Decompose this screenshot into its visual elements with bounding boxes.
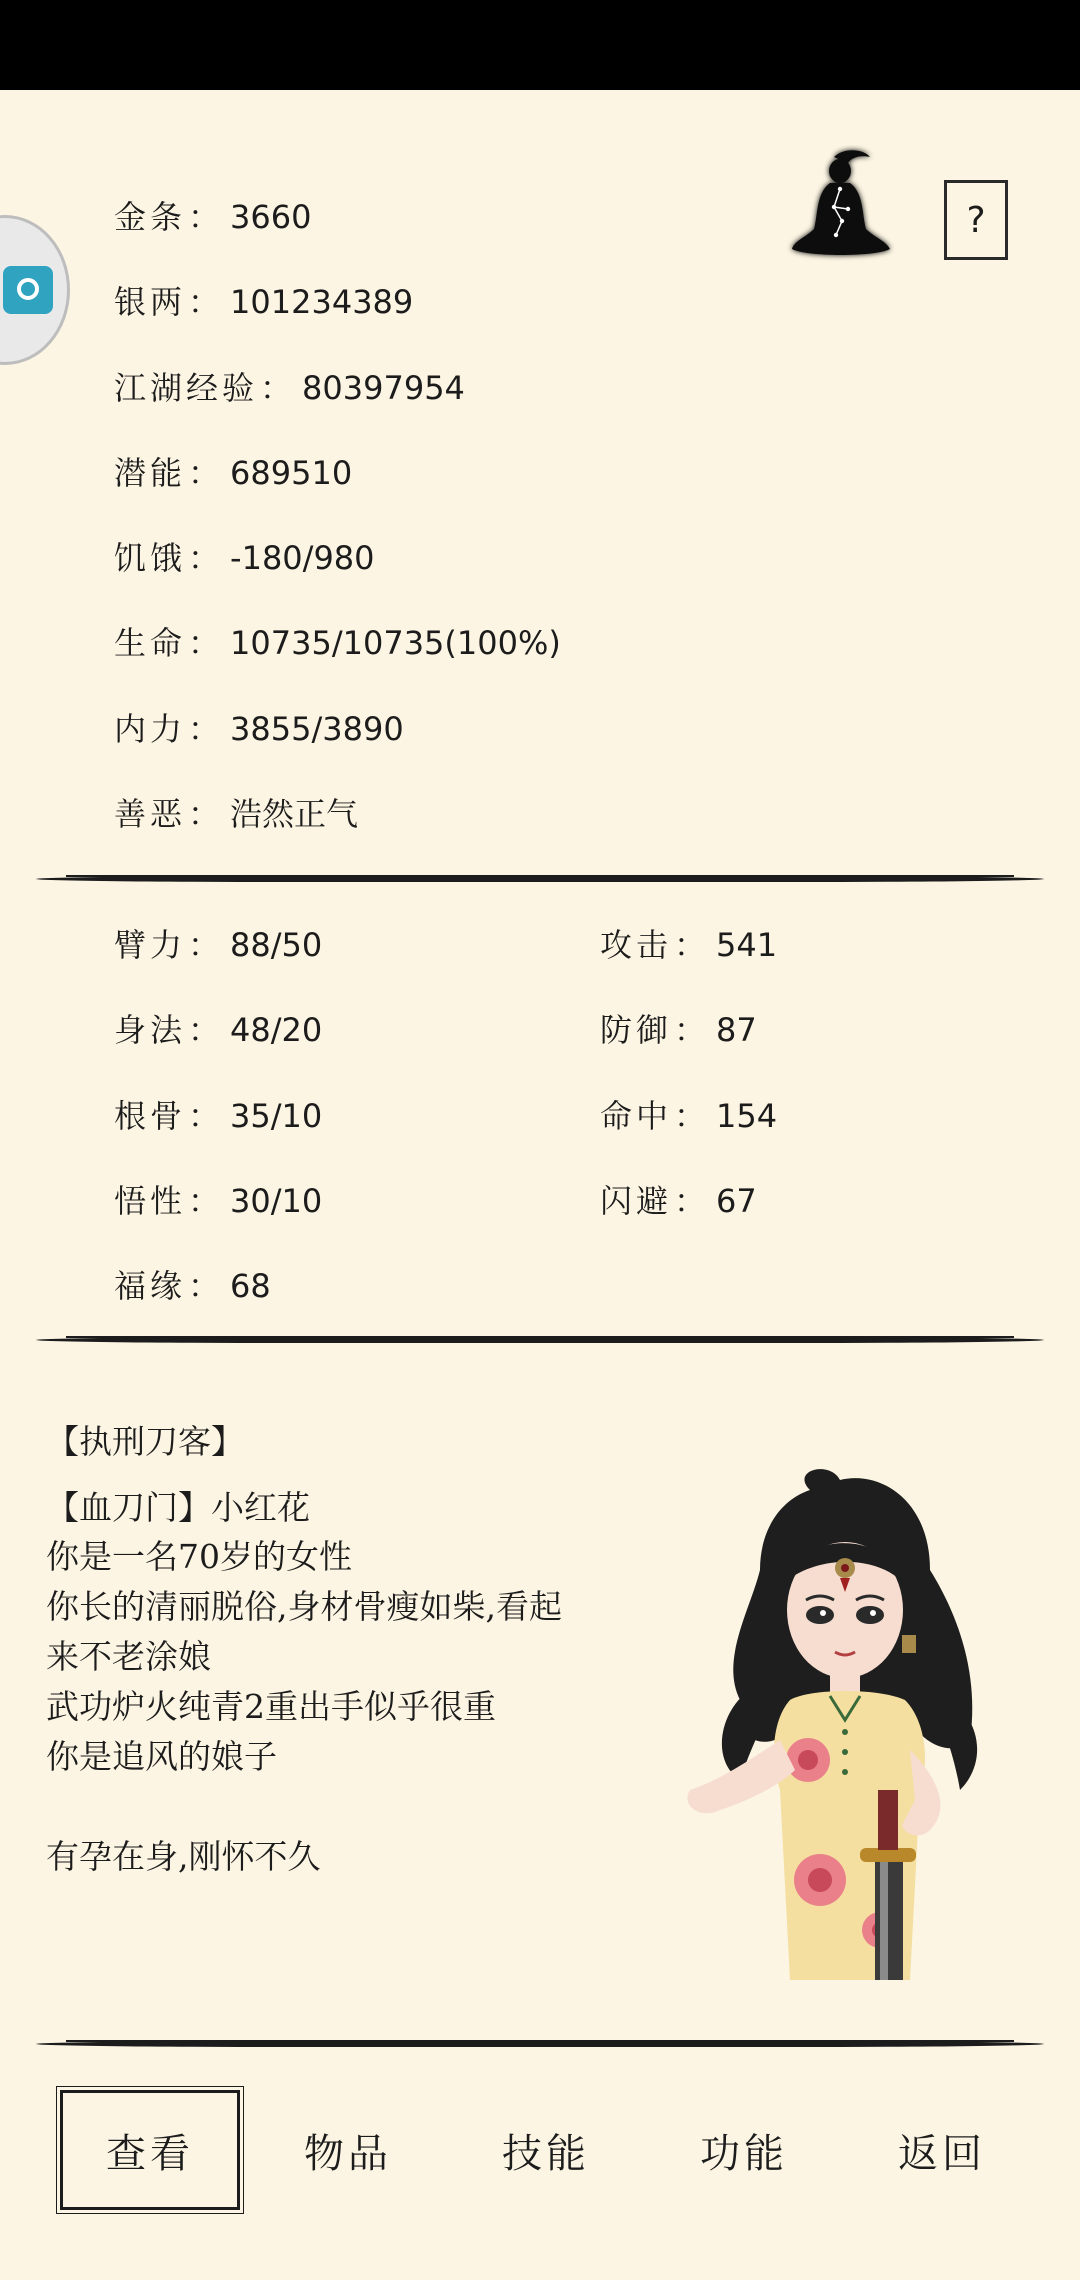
meditation-figure-icon[interactable] bbox=[786, 145, 896, 270]
section-divider bbox=[36, 1337, 1044, 1343]
bio-line: 武功炉火纯青2重出手似乎很重 bbox=[46, 1687, 496, 1726]
assistant-icon bbox=[3, 266, 53, 314]
section-divider bbox=[36, 2041, 1044, 2047]
attr-defense: 防御： 87 bbox=[600, 1011, 757, 1049]
attr-fortune: 福缘： 68 bbox=[114, 1267, 271, 1305]
stat-morality: 善恶： 浩然正气 bbox=[114, 795, 359, 833]
nav-skills-button[interactable]: 技能 bbox=[502, 2130, 590, 2177]
section-divider bbox=[36, 876, 1044, 882]
character-portrait bbox=[680, 1460, 1010, 1980]
floating-assistant-button[interactable] bbox=[0, 215, 70, 365]
bio-line: 【血刀门】小红花 bbox=[46, 1488, 310, 1527]
help-button[interactable]: ? bbox=[944, 180, 1008, 260]
attr-constitution: 根骨： 35/10 bbox=[114, 1097, 323, 1135]
nav-functions-button[interactable]: 功能 bbox=[700, 2130, 788, 2177]
bio-title: 【执刑刀客】 bbox=[46, 1422, 244, 1461]
attr-comprehension: 悟性： 30/10 bbox=[114, 1182, 323, 1220]
stat-hunger: 饥饿： -180/980 bbox=[114, 539, 375, 577]
bio-line: 你是一名70岁的女性 bbox=[46, 1537, 352, 1576]
attr-agility: 身法： 48/20 bbox=[114, 1011, 323, 1049]
nav-items-button[interactable]: 物品 bbox=[304, 2130, 392, 2177]
bio-line: 来不老涂娘 bbox=[46, 1637, 211, 1676]
stat-health: 生命： 10735/10735(100%) bbox=[114, 624, 561, 662]
attr-attack: 攻击： 541 bbox=[600, 926, 778, 964]
bio-line: 你是追风的娘子 bbox=[46, 1737, 277, 1776]
stat-inner-power: 内力： 3855/3890 bbox=[114, 710, 404, 748]
attr-dodge: 闪避： 67 bbox=[600, 1182, 757, 1220]
stat-experience: 江湖经验： 80397954 bbox=[114, 369, 465, 407]
nav-back-button[interactable]: 返回 bbox=[898, 2130, 986, 2177]
bio-line: 你长的清丽脱俗,身材骨瘦如柴,看起 bbox=[46, 1587, 562, 1626]
stat-gold-bars: 金条： 3660 bbox=[114, 198, 312, 236]
bio-line: 有孕在身,刚怀不久 bbox=[46, 1837, 321, 1876]
status-bar bbox=[0, 0, 1080, 90]
stat-potential: 潜能： 689510 bbox=[114, 454, 353, 492]
stat-silver: 银两： 101234389 bbox=[114, 283, 414, 321]
nav-view-button[interactable]: 查看 bbox=[60, 2090, 240, 2210]
attr-strength: 臂力： 88/50 bbox=[114, 926, 323, 964]
attr-accuracy: 命中： 154 bbox=[600, 1097, 778, 1135]
